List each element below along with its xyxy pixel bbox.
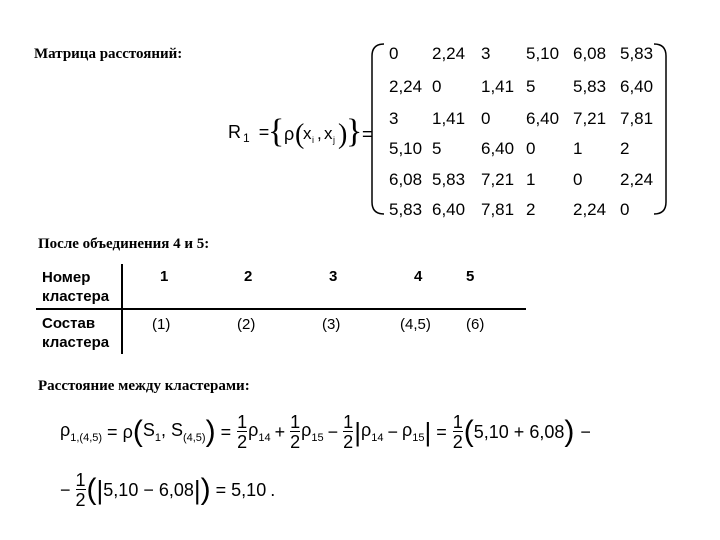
matrix-cell: 6,40	[481, 139, 515, 158]
merge-heading: После объединения 4 и 5:	[38, 236, 210, 252]
matrix-cell: 6,08	[389, 170, 423, 189]
svg-text:x: x	[303, 124, 312, 143]
matrix-cell: 7,81	[620, 109, 654, 128]
matrix-cell: 6,40	[526, 109, 560, 128]
matrix-cell: 0	[481, 109, 491, 128]
svg-text:{: {	[268, 113, 285, 150]
formula-line-2: − $\frac{1}{2}$ ( | 5,10 − 6,08 | ) = 5,10 .	[60, 470, 276, 510]
matrix-cell: 5,83	[620, 44, 654, 63]
matrix-heading: Матрица расстояний:	[34, 46, 183, 62]
matrix-cell: 1	[573, 139, 583, 158]
svg-text:j: j	[333, 135, 335, 145]
row-header-composition: Состав кластера	[42, 315, 110, 351]
final-result: 5,10	[231, 479, 267, 500]
svg-text:ρ: ρ	[284, 124, 295, 144]
svg-text:(: (	[295, 119, 305, 150]
distance-heading: Расстояние между кластерами:	[38, 378, 250, 394]
matrix-cell: 7,21	[481, 170, 515, 189]
matrix-cell: 5,83	[389, 200, 423, 219]
matrix-cell: 0	[526, 139, 536, 158]
matrix-cell: 5,10	[526, 44, 560, 63]
svg-text:i: i	[312, 135, 314, 145]
matrix-lhs: R $_1$ =	[228, 122, 270, 145]
matrix-cell: 0	[389, 44, 399, 63]
matrix-cell: 0	[432, 77, 442, 96]
cluster-composition: (1)	[152, 316, 171, 333]
cluster-composition: (2)	[237, 316, 256, 333]
matrix-cell: 7,81	[481, 200, 515, 219]
matrix-cell: 2	[526, 200, 536, 219]
cluster-composition: (4,5)	[400, 316, 431, 333]
matrix-cell: 5,83	[573, 77, 607, 96]
cluster-composition: (3)	[322, 316, 341, 333]
cluster-composition: (6)	[466, 316, 485, 333]
cluster-number: 1	[160, 268, 169, 285]
matrix-cell: 6,40	[432, 200, 466, 219]
matrix-cell: 5,83	[432, 170, 466, 189]
matrix-cell: 2,24	[389, 77, 423, 96]
matrix-cell: 0	[573, 170, 583, 189]
cluster-number: 3	[329, 268, 338, 285]
svg-text:=: =	[362, 124, 373, 144]
matrix-cell: 3	[481, 44, 491, 63]
matrix-cell: 5,10	[389, 139, 423, 158]
matrix-cell: 7,21	[573, 109, 607, 128]
matrix-cell: 3	[389, 109, 399, 128]
svg-text:,: ,	[317, 124, 322, 143]
matrix-cell: 1,41	[432, 109, 466, 128]
matrix-cell: 0	[620, 200, 630, 219]
cluster-number: 5	[466, 268, 475, 285]
rho-set-expression	[268, 112, 380, 154]
matrix-cell: 5	[432, 139, 442, 158]
matrix-cell: 1	[526, 170, 536, 189]
matrix-brackets	[370, 40, 670, 220]
matrix-cell: 6,40	[620, 77, 654, 96]
cluster-table	[36, 262, 526, 356]
matrix-cell: 1,41	[481, 77, 515, 96]
cluster-number: 4	[414, 268, 423, 285]
matrix-cell: 6,08	[573, 44, 607, 63]
matrix-cell: 2,24	[620, 170, 654, 189]
matrix-cell: 5	[526, 77, 536, 96]
matrix-cell: 2,24	[573, 200, 607, 219]
table-horizontal-rule	[36, 308, 526, 310]
formula-line-1: $\rho_{1,(4,5)}$ = ρ ( $S_1$, $S_{(4,5)}$ ) = $\frac{1}{2}$ $\rho_{14}$ + $\frac{1}{2}$ $\rho_{15}$ − $\frac{1}{2}$ | $\rho_{14}$ − $\rho_{15}$ | = $\frac{1}{2}$ ( 5,10 + 6,08 ) −	[60, 412, 591, 452]
svg-text:x: x	[324, 124, 333, 143]
matrix-symbol: R	[228, 122, 241, 142]
svg-text:}: }	[346, 113, 363, 150]
row-header-number: Номер кластера	[42, 269, 110, 305]
matrix-subscript: 1	[243, 131, 250, 145]
svg-text:): )	[338, 119, 348, 150]
matrix-cell: 2,24	[432, 44, 466, 63]
matrix-cell: 2	[620, 139, 630, 158]
cluster-number: 2	[244, 268, 253, 285]
